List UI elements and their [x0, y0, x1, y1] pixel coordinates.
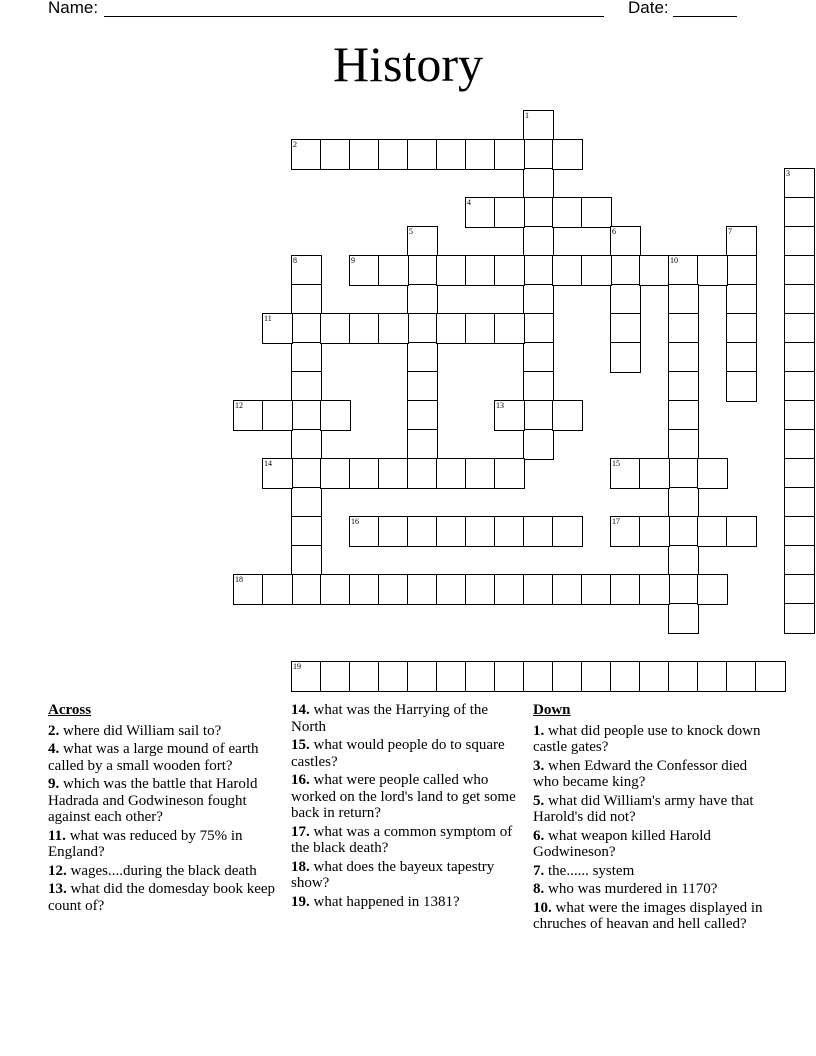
grid-cell[interactable] — [581, 255, 612, 286]
down-clue — [533, 863, 765, 880]
down-clue — [533, 758, 765, 791]
grid-cell[interactable] — [291, 487, 322, 518]
clue-number-label: 2 — [293, 140, 297, 149]
grid-cell[interactable] — [407, 139, 438, 170]
grid-cell[interactable] — [291, 313, 322, 344]
grid-cell[interactable] — [465, 255, 496, 286]
clue-text: what were people called who worked on the lord's land to get some back in return? — [291, 772, 516, 821]
grid-cell[interactable] — [639, 458, 670, 489]
across-clue — [48, 881, 280, 914]
grid-cell[interactable] — [784, 226, 815, 257]
grid-cell[interactable] — [581, 197, 612, 228]
grid-cell[interactable] — [523, 284, 554, 315]
grid-cell[interactable] — [262, 400, 293, 431]
grid-cell[interactable] — [668, 255, 699, 286]
clue-text: which was the battle that Harold Hadrada and Godwineson fought against each other? — [48, 776, 258, 825]
grid-cell[interactable] — [726, 284, 757, 315]
clue-number: 4. — [48, 741, 60, 757]
date-label: Date: — [628, 0, 669, 17]
grid-cell[interactable] — [465, 313, 496, 344]
grid-cell[interactable] — [465, 197, 496, 228]
grid-cell[interactable] — [552, 139, 583, 170]
grid-cell[interactable] — [291, 429, 322, 460]
grid-cell[interactable] — [494, 255, 525, 286]
grid-cell[interactable] — [755, 661, 786, 692]
grid-cell[interactable] — [668, 458, 699, 489]
grid-cell[interactable] — [407, 255, 438, 286]
clue-text: what were the images displayed in chruches of heavan and hell called? — [533, 899, 763, 932]
clue-number-label: 16 — [351, 517, 359, 526]
grid-cell[interactable] — [552, 197, 583, 228]
clue-number-label: 11 — [264, 314, 272, 323]
clue-number-label: 1 — [525, 111, 529, 120]
grid-cell[interactable] — [320, 458, 351, 489]
clue-number: 2. — [48, 722, 60, 739]
clue-number: 7. — [533, 862, 545, 879]
grid-cell[interactable] — [465, 661, 496, 692]
grid-cell[interactable] — [291, 545, 322, 576]
grid-cell[interactable] — [407, 371, 438, 402]
clue-number: 14. — [291, 702, 310, 718]
grid-cell[interactable] — [262, 574, 293, 605]
clue-text: when Edward the Confessor died who became king? — [533, 757, 748, 790]
grid-cell[interactable] — [668, 313, 699, 344]
grid-cell[interactable] — [494, 139, 525, 170]
grid-cell[interactable] — [262, 458, 293, 489]
grid-cell[interactable] — [465, 458, 496, 489]
across-heading: Across — [48, 702, 92, 718]
grid-cell[interactable] — [668, 284, 699, 315]
clue-text: what did people use to knock down castle gates? — [533, 722, 761, 755]
clue-number: 5. — [533, 792, 545, 809]
grid-cell[interactable] — [407, 574, 438, 605]
grid-cell[interactable] — [726, 661, 757, 692]
grid-cell[interactable] — [639, 516, 670, 547]
down-clue — [533, 723, 765, 756]
grid-cell[interactable] — [407, 458, 438, 489]
across-clue — [291, 824, 523, 857]
grid-cell[interactable] — [523, 429, 554, 460]
grid-cell[interactable] — [349, 139, 380, 170]
grid-cell[interactable] — [668, 400, 699, 431]
grid-cell[interactable] — [523, 226, 554, 257]
across-clue — [48, 863, 280, 880]
grid-cell[interactable] — [523, 574, 554, 605]
grid-cell[interactable] — [697, 458, 728, 489]
grid-cell[interactable] — [494, 197, 525, 228]
clue-number: 17. — [291, 823, 310, 840]
across-clue — [291, 702, 523, 735]
grid-cell[interactable] — [378, 516, 409, 547]
grid-cell[interactable] — [233, 400, 264, 431]
clue-number-label: 13 — [496, 401, 504, 410]
clue-number: 6. — [533, 827, 545, 844]
grid-cell[interactable] — [291, 661, 322, 692]
grid-cell[interactable] — [552, 574, 583, 605]
grid-cell[interactable] — [668, 661, 699, 692]
grid-cell[interactable] — [378, 661, 409, 692]
grid-cell[interactable] — [378, 139, 409, 170]
grid-cell[interactable] — [523, 197, 554, 228]
clue-text: who was murdered in 1170? — [544, 881, 718, 897]
clue-text: what was the Harrying of the North — [291, 702, 489, 735]
clue-number: 8. — [533, 881, 545, 897]
grid-cell[interactable] — [523, 371, 554, 402]
grid-cell[interactable] — [639, 255, 670, 286]
grid-cell[interactable] — [233, 574, 264, 605]
grid-cell[interactable] — [581, 574, 612, 605]
grid-cell[interactable] — [523, 255, 554, 286]
grid-cell[interactable] — [523, 661, 554, 692]
clue-number-label: 5 — [409, 227, 413, 236]
clue-number-label: 17 — [612, 517, 620, 526]
grid-cell[interactable] — [668, 487, 699, 518]
clue-text: what was a common symptom of the black death? — [291, 823, 513, 856]
grid-cell[interactable] — [436, 255, 467, 286]
clue-number: 1. — [533, 722, 545, 739]
across-clues-column-2 — [291, 702, 523, 912]
grid-cell[interactable] — [552, 400, 583, 431]
clue-text: what does the bayeux tapestry show? — [291, 858, 495, 891]
grid-cell[interactable] — [523, 168, 554, 199]
grid-cell[interactable] — [407, 516, 438, 547]
grid-cell[interactable] — [407, 226, 438, 257]
grid-cell[interactable] — [436, 661, 467, 692]
clue-number: 11. — [48, 827, 66, 844]
clue-number: 10. — [533, 899, 552, 916]
grid-cell[interactable] — [436, 313, 467, 344]
grid-cell[interactable] — [726, 371, 757, 402]
grid-cell[interactable] — [320, 574, 351, 605]
clue-text: wages....during the black death — [66, 862, 257, 879]
clue-number: 9. — [48, 776, 60, 792]
grid-cell[interactable] — [668, 545, 699, 576]
grid-cell[interactable] — [407, 429, 438, 460]
grid-cell[interactable] — [610, 574, 641, 605]
grid-cell[interactable] — [668, 574, 699, 605]
grid-cell[interactable] — [523, 313, 554, 344]
across-clue — [291, 737, 523, 770]
name-label: Name: — [48, 0, 99, 17]
grid-cell[interactable] — [378, 574, 409, 605]
grid-cell[interactable] — [436, 516, 467, 547]
down-clue — [533, 828, 765, 861]
grid-cell[interactable] — [494, 400, 525, 431]
clue-number-label: 15 — [612, 459, 620, 468]
grid-cell[interactable] — [610, 313, 641, 344]
grid-cell[interactable] — [523, 516, 554, 547]
grid-cell[interactable] — [349, 313, 380, 344]
grid-cell[interactable] — [784, 313, 815, 344]
grid-cell[interactable] — [378, 313, 409, 344]
grid-cell[interactable] — [639, 574, 670, 605]
grid-cell[interactable] — [465, 139, 496, 170]
grid-cell[interactable] — [494, 516, 525, 547]
grid-cell[interactable] — [610, 284, 641, 315]
grid-cell[interactable] — [784, 284, 815, 315]
clue-text: what happened in 1381? — [309, 893, 460, 910]
clue-number: 19. — [291, 893, 310, 910]
clue-number-label: 7 — [728, 227, 732, 236]
grid-cell[interactable] — [668, 603, 699, 634]
grid-cell[interactable] — [494, 661, 525, 692]
down-heading: Down — [533, 702, 571, 718]
down-clue — [533, 900, 765, 933]
grid-cell[interactable] — [784, 516, 815, 547]
clue-number-label: 10 — [670, 256, 678, 265]
grid-cell[interactable] — [726, 255, 757, 286]
clue-number: 13. — [48, 881, 67, 897]
grid-cell[interactable] — [436, 458, 467, 489]
grid-cell[interactable] — [784, 545, 815, 576]
grid-cell[interactable] — [523, 400, 554, 431]
across-clue — [48, 741, 280, 774]
grid-cell[interactable] — [436, 574, 467, 605]
grid-cell[interactable] — [291, 516, 322, 547]
grid-cell[interactable] — [668, 516, 699, 547]
grid-cell[interactable] — [349, 574, 380, 605]
grid-cell[interactable] — [291, 458, 322, 489]
across-clue — [48, 723, 280, 740]
clue-number-label: 8 — [293, 256, 297, 265]
grid-cell[interactable] — [610, 458, 641, 489]
grid-cell[interactable] — [784, 371, 815, 402]
clue-text: what did the domesday book keep count of? — [48, 881, 276, 914]
grid-cell[interactable] — [320, 313, 351, 344]
grid-cell[interactable] — [552, 255, 583, 286]
grid-cell[interactable] — [726, 342, 757, 373]
grid-cell[interactable] — [523, 342, 554, 373]
clue-number: 18. — [291, 858, 310, 875]
grid-cell[interactable] — [291, 284, 322, 315]
grid-cell[interactable] — [378, 255, 409, 286]
grid-cell[interactable] — [378, 458, 409, 489]
grid-cell[interactable] — [320, 139, 351, 170]
grid-cell[interactable] — [726, 516, 757, 547]
clue-text: where did William sail to? — [59, 722, 222, 739]
grid-cell[interactable] — [465, 574, 496, 605]
grid-cell[interactable] — [349, 255, 380, 286]
grid-cell[interactable] — [610, 342, 641, 373]
clue-number-label: 18 — [235, 575, 243, 584]
clue-number-label: 12 — [235, 401, 243, 410]
grid-cell[interactable] — [784, 603, 815, 634]
grid-cell[interactable] — [610, 516, 641, 547]
grid-cell[interactable] — [349, 458, 380, 489]
grid-cell[interactable] — [610, 661, 641, 692]
grid-cell[interactable] — [697, 516, 728, 547]
grid-cell[interactable] — [668, 371, 699, 402]
grid-cell[interactable] — [291, 255, 322, 286]
across-clue — [48, 776, 280, 826]
grid-cell[interactable] — [784, 255, 815, 286]
grid-cell[interactable] — [523, 110, 554, 141]
grid-cell[interactable] — [407, 342, 438, 373]
grid-cell[interactable] — [320, 400, 351, 431]
grid-cell[interactable] — [697, 574, 728, 605]
clue-number-label: 14 — [264, 459, 272, 468]
grid-cell[interactable] — [639, 661, 670, 692]
grid-cell[interactable] — [610, 255, 641, 286]
across-clues-column-1 — [48, 702, 280, 916]
grid-cell[interactable] — [784, 168, 815, 199]
grid-cell[interactable] — [291, 371, 322, 402]
clue-text: the...... system — [544, 862, 635, 879]
grid-cell[interactable] — [320, 661, 351, 692]
grid-cell[interactable] — [349, 661, 380, 692]
grid-cell[interactable] — [436, 139, 467, 170]
grid-cell[interactable] — [407, 313, 438, 344]
across-clue — [291, 772, 523, 822]
grid-cell[interactable] — [726, 313, 757, 344]
across-clue — [291, 859, 523, 892]
grid-cell[interactable] — [784, 487, 815, 518]
grid-cell[interactable] — [523, 139, 554, 170]
down-clues-column — [533, 702, 765, 935]
clue-number-label: 19 — [293, 662, 301, 671]
grid-cell[interactable] — [291, 139, 322, 170]
grid-cell[interactable] — [726, 226, 757, 257]
clue-number: 3. — [533, 757, 545, 774]
across-clue — [48, 828, 280, 861]
grid-cell[interactable] — [581, 661, 612, 692]
puzzle-title: History — [333, 36, 483, 92]
grid-cell[interactable] — [784, 574, 815, 605]
grid-cell[interactable] — [349, 516, 380, 547]
grid-cell[interactable] — [668, 429, 699, 460]
grid-cell[interactable] — [494, 313, 525, 344]
grid-cell[interactable] — [494, 574, 525, 605]
grid-cell[interactable] — [552, 516, 583, 547]
clue-number: 16. — [291, 772, 310, 788]
grid-cell[interactable] — [407, 661, 438, 692]
grid-cell[interactable] — [552, 661, 583, 692]
clue-text: what was a large mound of earth called by a small wooden fort? — [48, 741, 259, 774]
clue-number-label: 3 — [786, 169, 790, 178]
across-clue — [291, 894, 523, 911]
clue-number-label: 9 — [351, 256, 355, 265]
grid-cell[interactable] — [494, 458, 525, 489]
grid-cell[interactable] — [407, 284, 438, 315]
grid-cell[interactable] — [697, 255, 728, 286]
clue-text: what weapon killed Harold Godwineson? — [533, 827, 711, 860]
grid-cell[interactable] — [784, 197, 815, 228]
down-clue — [533, 793, 765, 826]
clue-number-label: 6 — [612, 227, 616, 236]
grid-cell[interactable] — [784, 342, 815, 373]
grid-cell[interactable] — [262, 313, 293, 344]
grid-cell[interactable] — [784, 458, 815, 489]
grid-cell[interactable] — [784, 400, 815, 431]
grid-cell[interactable] — [291, 574, 322, 605]
grid-cell[interactable] — [668, 342, 699, 373]
grid-cell[interactable] — [465, 516, 496, 547]
down-clue — [533, 881, 765, 898]
grid-cell[interactable] — [291, 342, 322, 373]
grid-cell[interactable] — [407, 400, 438, 431]
clue-text: what would people do to square castles? — [291, 737, 505, 770]
grid-cell[interactable] — [697, 661, 728, 692]
clue-number-label: 4 — [467, 198, 471, 207]
grid-cell[interactable] — [291, 400, 322, 431]
clue-text: what did William's army have that Harold's did not? — [533, 792, 754, 825]
grid-cell[interactable] — [610, 226, 641, 257]
clue-text: what was reduced by 75% in England? — [48, 827, 243, 860]
grid-cell[interactable] — [784, 429, 815, 460]
clue-number: 15. — [291, 737, 310, 753]
clue-number: 12. — [48, 862, 67, 879]
